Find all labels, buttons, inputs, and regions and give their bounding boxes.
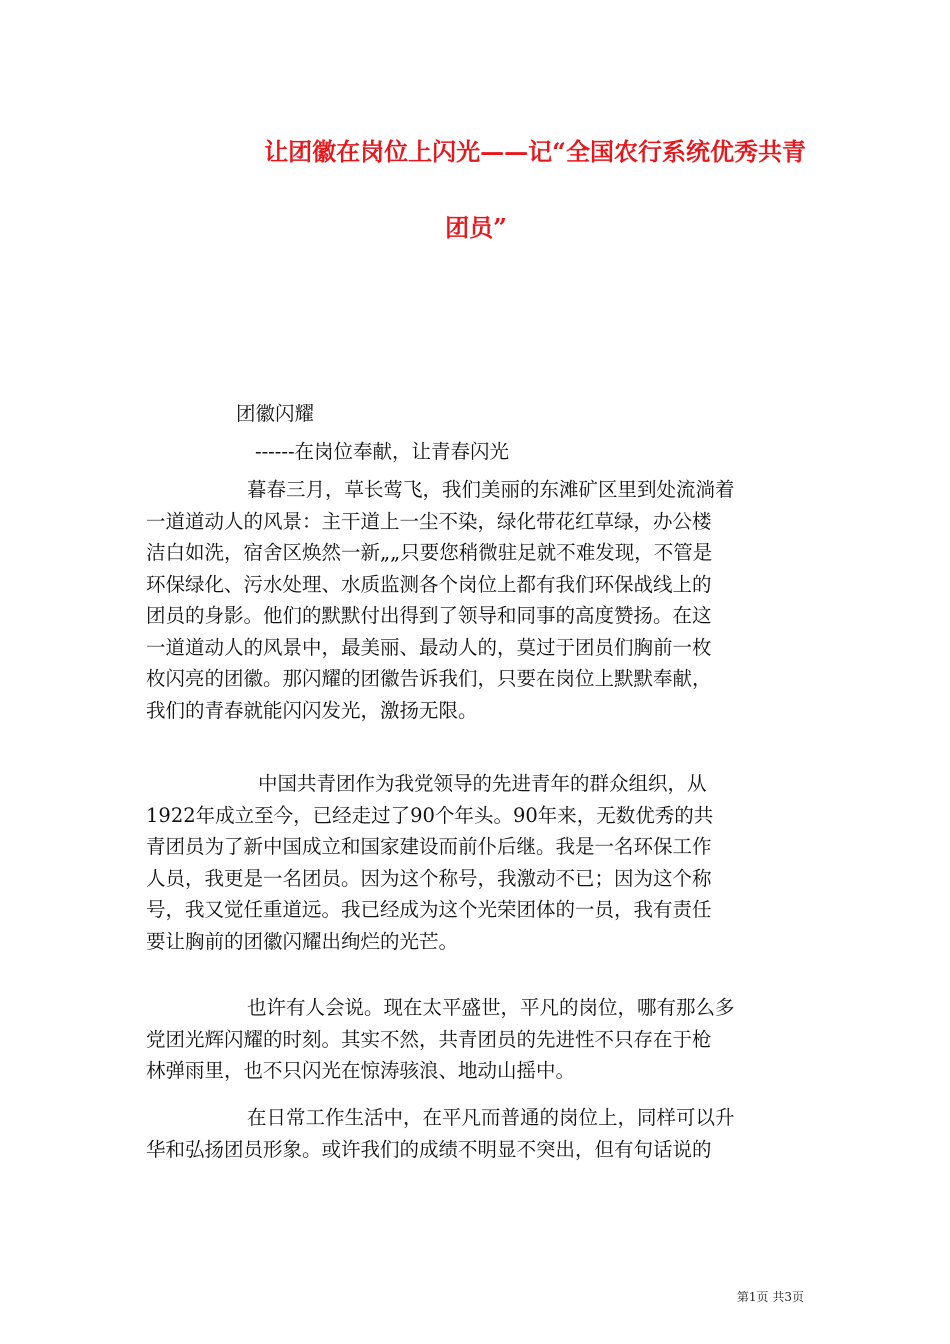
paragraph-line: 号，我又觉任重道远。我已经成为这个光荣团体的一员，我有责任	[146, 898, 712, 921]
paragraph-2	[146, 768, 808, 957]
paragraph-line: 中国共青团作为我党领导的先进青年的群众组织，从	[258, 772, 707, 795]
section-subheading: ------在岗位奉献，让青春闪光	[255, 440, 510, 463]
paragraph-3	[146, 992, 808, 1087]
paragraph-1	[146, 474, 808, 726]
paragraph-line: 华和弘扬团员形象。或许我们的成绩不明显不突出，但有句话说的	[146, 1137, 712, 1161]
paragraph-4	[146, 1102, 808, 1165]
paragraph-line: 也许有人会说。现在太平盛世，平凡的岗位，哪有那么多	[247, 996, 735, 1019]
paragraph-line: 林弹雨里，也不只闪光在惊涛骇浪、地动山摇中。	[146, 1059, 576, 1082]
paragraph-line: 洁白如洗，宿舍区焕然一新„„只要您稍微驻足就不难发现，不管是	[146, 541, 713, 564]
paragraph-line: 1922年成立至今，已经走过了90个年头。90年来，无数优秀的共	[146, 803, 714, 827]
section-heading: 团徽闪耀	[236, 402, 315, 425]
paragraph-line: 我们的青春就能闪闪发光，激扬无限。	[146, 698, 478, 722]
paragraph-line: 党团光辉闪耀的时刻。其实不然，共青团员的先进性不只存在于枪	[146, 1027, 712, 1051]
page-number-footer: 第1页 共3页	[736, 1290, 804, 1304]
paragraph-line: 在日常工作生活中，在平凡而普通的岗位上，同样可以升	[247, 1106, 735, 1129]
paragraph-line: 枚闪亮的团徽。那闪耀的团徽告诉我们，只要在岗位上默默奉献，	[146, 667, 712, 690]
paragraph-line: 青团员为了新中国成立和国家建设而前仆后继。我是一名环保工作	[146, 835, 712, 858]
paragraph-line: 环保绿化、污水处理、水质监测各个岗位上都有我们环保战线上的	[146, 572, 712, 596]
paragraph-line: 一道道动人的风景：主干道上一尘不染，绿化带花红草绿，办公楼	[146, 509, 712, 533]
paragraph-line: 人员，我更是一名团员。因为这个称号，我激动不已；因为这个称	[146, 866, 712, 890]
document-title-line-1: 让团徽在岗位上闪光——记“全国农行系统优秀共青	[264, 137, 806, 166]
document-title-line-2: 团员”	[445, 213, 507, 242]
paragraph-line: 一道道动人的风景中，最美丽、最动人的，莫过于团员们胸前一枚	[146, 635, 712, 659]
paragraph-line: 团员的身影。他们的默默付出得到了领导和同事的高度赞扬。在这	[146, 604, 712, 627]
paragraph-line: 要让胸前的团徽闪耀出绚烂的光芒。	[146, 929, 459, 953]
paragraph-line: 暮春三月，草长莺飞，我们美丽的东滩矿区里到处流淌着	[247, 478, 735, 501]
